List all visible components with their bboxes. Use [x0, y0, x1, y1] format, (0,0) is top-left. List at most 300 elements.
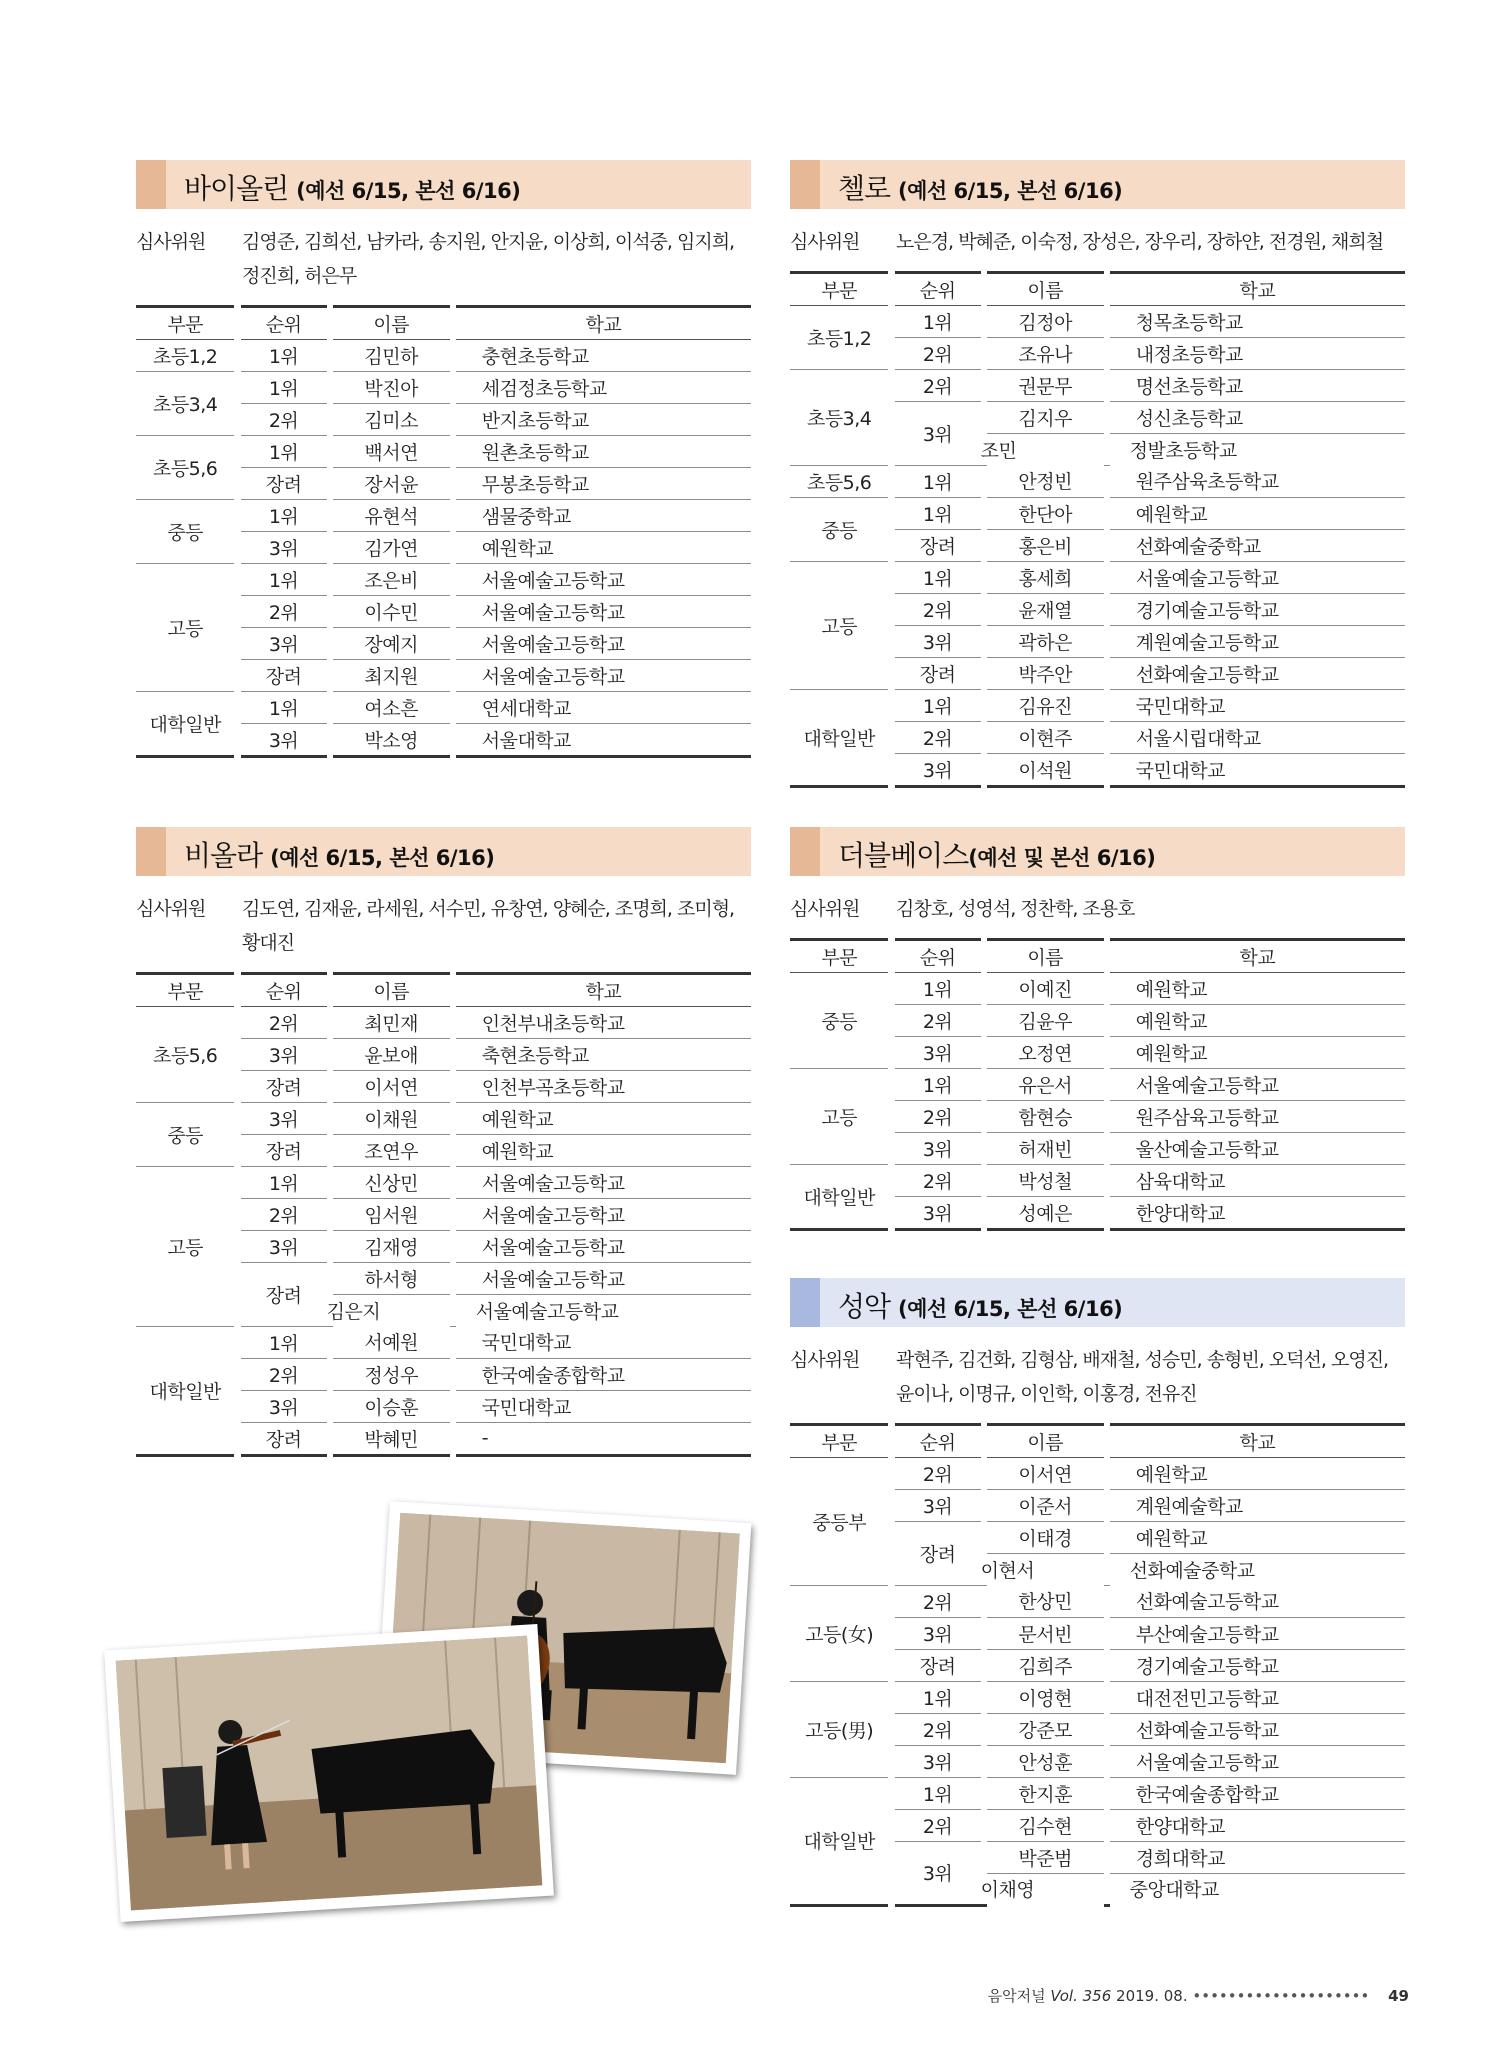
rank-cell: 2위 [241, 404, 327, 436]
school-cell: 세검정초등학교 [456, 372, 751, 404]
judges-list: 김영준, 김희선, 남카라, 송지원, 안지윤, 이상희, 이석중, 임지희, 정진희, 허은무 [242, 231, 735, 287]
rank-cell: 1위 [241, 564, 327, 596]
rank-cell: 2위 [895, 1458, 981, 1490]
rank-cell: 2위 [895, 1713, 981, 1745]
category-cell: 고등(男) [790, 1681, 888, 1777]
school-cell: 선화예술고등학교 [1110, 1585, 1405, 1617]
name-cell: 문서빈 [987, 1617, 1104, 1649]
rank-cell: 2위 [895, 593, 981, 625]
school-cell: 서울예술고등학교 [1110, 561, 1405, 593]
school-cell: 연세대학교 [456, 692, 751, 724]
table-row [136, 1007, 751, 1039]
rank-cell: 1위 [895, 306, 981, 338]
name-cell: 김유진 [987, 689, 1104, 721]
name-cell: 박혜민 [333, 1422, 450, 1455]
name-cell: 허재빈 [987, 1133, 1104, 1165]
name-cell: 서예원 [333, 1326, 450, 1358]
category-cell: 대학일반 [790, 1777, 888, 1906]
school-cell: 한국예술종합학교 [1110, 1777, 1405, 1809]
section-title: 비올라 [184, 839, 263, 872]
name-cell: 최지원 [333, 660, 450, 692]
school-cell: 서울예술고등학교 [450, 1295, 456, 1327]
name-cell: 김지우 [987, 402, 1104, 434]
school-cell: 국민대학교 [456, 1390, 751, 1422]
section-subtitle: (예선 6/15, 본선 6/16) [296, 179, 521, 203]
name-cell: 성예은 [987, 1197, 1104, 1230]
category-cell: 고등(女) [790, 1585, 888, 1681]
rank-cell: 장려 [241, 1071, 327, 1103]
category-cell: 중등 [790, 973, 888, 1069]
school-cell: 예원학교 [1110, 497, 1405, 529]
category-cell: 초등5,6 [790, 465, 888, 497]
name-cell: 한상민 [987, 1585, 1104, 1617]
rank-cell: 장려 [241, 1263, 327, 1327]
header-accent [136, 827, 166, 876]
judges-label: 심사위원 [790, 898, 860, 920]
issue-date: 2019. 08. [1116, 1987, 1188, 2005]
table-row [790, 1777, 1405, 1809]
name-cell: 김수현 [987, 1809, 1104, 1841]
column-header: 학교 [1110, 273, 1405, 306]
results-table [790, 1423, 1405, 1907]
judges-label: 심사위원 [790, 1349, 860, 1371]
judges-label: 심사위원 [790, 231, 860, 253]
category-cell: 초등3,4 [790, 370, 888, 466]
name-cell: 박준범 [987, 1841, 1104, 1873]
rank-cell: 1위 [241, 372, 327, 404]
name-cell: 조은비 [333, 564, 450, 596]
rank-cell: 장려 [895, 529, 981, 561]
name-cell: 이영현 [987, 1681, 1104, 1713]
name-cell: 이현서 [981, 1554, 987, 1586]
rank-cell: 2위 [895, 370, 981, 402]
school-cell: 예원학교 [456, 1135, 751, 1167]
school-cell: 선화예술중학교 [1110, 529, 1405, 561]
name-cell: 유현석 [333, 500, 450, 532]
name-cell: 한지훈 [987, 1777, 1104, 1809]
rank-cell: 3위 [241, 1039, 327, 1071]
table-row [790, 370, 1405, 402]
name-cell: 이승훈 [333, 1390, 450, 1422]
rank-cell: 1위 [241, 436, 327, 468]
category-cell: 중등부 [790, 1458, 888, 1586]
rank-cell: 장려 [895, 1649, 981, 1681]
rank-cell: 3위 [895, 753, 981, 786]
name-cell: 김희주 [987, 1649, 1104, 1681]
judges-list: 노은경, 박혜준, 이숙정, 장성은, 장우리, 장하얀, 전경원, 채희철 [896, 231, 1384, 253]
rank-cell: 2위 [241, 1199, 327, 1231]
judges-list: 곽현주, 김건화, 김형삼, 배재철, 성승민, 송형빈, 오덕선, 오영진, 윤이나, 이명규, 이인학, 이홍경, 전유진 [896, 1349, 1389, 1405]
rank-cell: 장려 [241, 660, 327, 692]
name-cell: 신상민 [333, 1167, 450, 1199]
rank-cell: 2위 [895, 1165, 981, 1197]
category-cell: 초등1,2 [136, 340, 234, 372]
violin-performance-photo [104, 1624, 554, 1922]
section-violin [136, 160, 751, 758]
category-cell: 초등1,2 [790, 306, 888, 370]
name-cell: 김가연 [333, 532, 450, 564]
category-cell: 대학일반 [790, 1165, 888, 1230]
school-cell: 삼육대학교 [1110, 1165, 1405, 1197]
section-header [790, 1278, 1405, 1327]
magazine-name: 음악저널 [987, 1987, 1046, 2005]
category-cell: 대학일반 [136, 692, 234, 757]
table-row [136, 564, 751, 596]
school-cell: 국민대학교 [1110, 753, 1405, 786]
judges-list: 김창호, 성영석, 정찬학, 조용호 [896, 898, 1135, 920]
rank-cell: 2위 [895, 721, 981, 753]
column-header: 이름 [987, 940, 1104, 973]
table-row [790, 689, 1405, 721]
judges-label: 심사위원 [136, 231, 206, 253]
violinist-photo-icon [116, 1636, 542, 1911]
rank-cell: 3위 [241, 1231, 327, 1263]
school-cell: 서울예술고등학교 [456, 596, 751, 628]
dot-leader: •••••••••••••••••••• [1192, 1987, 1370, 2005]
school-cell: 서울예술고등학교 [456, 564, 751, 596]
header-accent [790, 160, 820, 209]
rank-cell: 1위 [895, 689, 981, 721]
section-subtitle: (예선 6/15, 본선 6/16) [270, 846, 495, 870]
name-cell: 조유나 [987, 338, 1104, 370]
rank-cell: 2위 [895, 1585, 981, 1617]
school-cell: 서울예술고등학교 [1110, 1745, 1405, 1777]
school-cell: 서울예술고등학교 [456, 1167, 751, 1199]
school-cell: 계원예술고등학교 [1110, 625, 1405, 657]
table-row [790, 306, 1405, 338]
table-row [136, 1103, 751, 1135]
name-cell: 박소영 [333, 724, 450, 757]
rank-cell: 1위 [241, 500, 327, 532]
name-cell: 윤재열 [987, 593, 1104, 625]
column-header: 부문 [136, 974, 234, 1007]
school-cell: 대전전민고등학교 [1110, 1681, 1405, 1713]
name-cell: 안성훈 [987, 1745, 1104, 1777]
school-cell: 한국예술종합학교 [456, 1358, 751, 1390]
header-accent [790, 827, 820, 876]
column-header: 이름 [333, 974, 450, 1007]
school-cell: 원주삼육고등학교 [1110, 1101, 1405, 1133]
school-cell: 반지초등학교 [456, 404, 751, 436]
name-cell: 김윤우 [987, 1005, 1104, 1037]
rank-cell: 장려 [895, 1522, 981, 1586]
name-cell: 한단아 [987, 497, 1104, 529]
category-cell: 고등 [136, 1167, 234, 1327]
judges-block [790, 225, 1405, 259]
name-cell: 곽하은 [987, 625, 1104, 657]
section-subtitle: (예선 6/15, 본선 6/16) [898, 179, 1123, 203]
rank-cell: 2위 [895, 1101, 981, 1133]
section-title: 더블베이스 [838, 839, 969, 872]
name-cell: 김민하 [333, 340, 450, 372]
name-cell: 김정아 [987, 306, 1104, 338]
judges-list: 김도연, 김재윤, 라세원, 서수민, 유창연, 양혜순, 조명희, 조미형, 황대진 [242, 898, 735, 954]
school-cell: 예원학교 [1110, 973, 1405, 1005]
name-cell: 박주안 [987, 657, 1104, 689]
column-header: 순위 [895, 1425, 981, 1458]
column-header: 부문 [136, 307, 234, 340]
rank-cell: 1위 [895, 465, 981, 497]
rank-cell: 2위 [241, 596, 327, 628]
table-row [790, 497, 1405, 529]
table-row [790, 561, 1405, 593]
column-header: 순위 [241, 307, 327, 340]
name-cell: 이서연 [333, 1071, 450, 1103]
rank-cell: 1위 [895, 1069, 981, 1101]
name-cell: 윤보애 [333, 1039, 450, 1071]
rank-cell: 장려 [241, 468, 327, 500]
table-row [790, 1681, 1405, 1713]
name-cell: 강준모 [987, 1713, 1104, 1745]
rank-cell: 3위 [895, 1490, 981, 1522]
results-table [790, 271, 1405, 788]
section-title: 바이올린 [184, 172, 289, 205]
table-row [790, 1165, 1405, 1197]
column-header: 순위 [895, 273, 981, 306]
table-row [136, 692, 751, 724]
judges-label: 심사위원 [136, 898, 206, 920]
school-cell: 원주삼육초등학교 [1110, 465, 1405, 497]
school-cell: 선화예술고등학교 [1110, 657, 1405, 689]
section-vocal [790, 1278, 1405, 1907]
table-row [136, 1326, 751, 1358]
name-cell: 오정연 [987, 1037, 1104, 1069]
category-cell: 초등3,4 [136, 372, 234, 436]
school-cell: 서울예술고등학교 [456, 628, 751, 660]
section-header [136, 160, 751, 209]
school-cell: 국민대학교 [456, 1326, 751, 1358]
table-row [790, 1458, 1405, 1490]
name-cell: 백서연 [333, 436, 450, 468]
rank-cell: 3위 [241, 724, 327, 757]
column-header: 이름 [333, 307, 450, 340]
column-header: 순위 [895, 940, 981, 973]
name-cell: 조민 [981, 434, 987, 466]
name-cell: 여소흔 [333, 692, 450, 724]
school-cell: 예원학교 [456, 532, 751, 564]
table-row [790, 973, 1405, 1005]
school-cell: 부산예술고등학교 [1110, 1617, 1405, 1649]
section-cello [790, 160, 1405, 788]
table-row [790, 465, 1405, 497]
rank-cell: 1위 [895, 1681, 981, 1713]
name-cell: 박성철 [987, 1165, 1104, 1197]
school-cell: 명선초등학교 [1110, 370, 1405, 402]
school-cell: 예원학교 [1110, 1005, 1405, 1037]
name-cell: 김은지 [327, 1295, 333, 1327]
rank-cell: 3위 [895, 1133, 981, 1165]
name-cell: 박진아 [333, 372, 450, 404]
column-header: 부문 [790, 940, 888, 973]
rank-cell: 1위 [241, 1167, 327, 1199]
name-cell: 김미소 [333, 404, 450, 436]
school-cell: 경희대학교 [1110, 1841, 1405, 1873]
results-table [136, 305, 751, 758]
rank-cell: 장려 [241, 1422, 327, 1455]
rank-cell: 장려 [241, 1135, 327, 1167]
name-cell: 유은서 [987, 1069, 1104, 1101]
school-cell: 서울예술고등학교 [456, 1263, 751, 1295]
section-header [790, 827, 1405, 876]
rank-cell: 1위 [241, 1326, 327, 1358]
rank-cell: 3위 [895, 625, 981, 657]
school-cell: 내정초등학교 [1110, 338, 1405, 370]
category-cell: 고등 [790, 561, 888, 689]
school-cell: 축현초등학교 [456, 1039, 751, 1071]
table-row [136, 436, 751, 468]
rank-cell: 1위 [241, 692, 327, 724]
column-header: 이름 [987, 1425, 1104, 1458]
rank-cell: 1위 [241, 340, 327, 372]
name-cell: 조연우 [333, 1135, 450, 1167]
rank-cell: 1위 [895, 561, 981, 593]
name-cell: 임서원 [333, 1199, 450, 1231]
rank-cell: 1위 [895, 973, 981, 1005]
section-title: 첼로 [838, 172, 891, 205]
school-cell: 경기예술고등학교 [1110, 593, 1405, 625]
name-cell: 이준서 [987, 1490, 1104, 1522]
header-accent [790, 1278, 820, 1327]
name-cell: 장서윤 [333, 468, 450, 500]
table-row [136, 372, 751, 404]
page-number: 49 [1388, 1987, 1409, 2005]
rank-cell: 3위 [895, 1037, 981, 1069]
column-header: 부문 [790, 273, 888, 306]
category-cell: 중등 [790, 497, 888, 561]
rank-cell: 장려 [895, 657, 981, 689]
rank-cell: 2위 [895, 1809, 981, 1841]
school-cell: 울산예술고등학교 [1110, 1133, 1405, 1165]
table-row [790, 1069, 1405, 1101]
category-cell: 대학일반 [136, 1326, 234, 1455]
name-cell: 홍세희 [987, 561, 1104, 593]
name-cell: 장예지 [333, 628, 450, 660]
name-cell: 이서연 [987, 1458, 1104, 1490]
judges-block [790, 1343, 1405, 1411]
school-cell: 청목초등학교 [1110, 306, 1405, 338]
school-cell: 샘물중학교 [456, 500, 751, 532]
column-header: 순위 [241, 974, 327, 1007]
name-cell: 권문무 [987, 370, 1104, 402]
name-cell: 이수민 [333, 596, 450, 628]
rank-cell: 3위 [241, 628, 327, 660]
category-cell: 고등 [790, 1069, 888, 1165]
rank-cell: 3위 [895, 1841, 981, 1906]
section-title: 성악 [838, 1290, 891, 1323]
category-cell: 대학일반 [790, 689, 888, 786]
section-header [790, 160, 1405, 209]
rank-cell: 3위 [241, 1103, 327, 1135]
header-accent [136, 160, 166, 209]
section-viola [136, 827, 751, 1457]
school-cell: 서울대학교 [456, 724, 751, 757]
school-cell: 선화예술고등학교 [1110, 1713, 1405, 1745]
column-header: 학교 [456, 974, 751, 1007]
rank-cell: 3위 [895, 1197, 981, 1230]
rank-cell: 2위 [895, 338, 981, 370]
column-header: 부문 [790, 1425, 888, 1458]
column-header: 학교 [1110, 1425, 1405, 1458]
rank-cell: 3위 [895, 402, 981, 466]
school-cell: 예원학교 [1110, 1037, 1405, 1069]
column-header: 학교 [456, 307, 751, 340]
name-cell: 이예진 [987, 973, 1104, 1005]
judges-block [136, 892, 751, 960]
name-cell: 함현승 [987, 1101, 1104, 1133]
name-cell: 정성우 [333, 1358, 450, 1390]
category-cell: 중등 [136, 500, 234, 564]
rank-cell: 1위 [895, 1777, 981, 1809]
name-cell: 이태경 [987, 1522, 1104, 1554]
judges-block [136, 225, 751, 293]
name-cell: 이채원 [333, 1103, 450, 1135]
name-cell: 안정빈 [987, 465, 1104, 497]
results-table [790, 938, 1405, 1231]
rank-cell: 2위 [895, 1005, 981, 1037]
name-cell: 이석원 [987, 753, 1104, 786]
section-subtitle: (예선 및 본선 6/16) [968, 846, 1156, 870]
name-cell: 이채영 [981, 1873, 987, 1906]
school-cell: 한양대학교 [1110, 1809, 1405, 1841]
school-cell: 원촌초등학교 [456, 436, 751, 468]
school-cell: 인천부곡초등학교 [456, 1071, 751, 1103]
school-cell: 예원학교 [1110, 1522, 1405, 1554]
table-row [136, 1167, 751, 1199]
name-cell: 김재영 [333, 1231, 450, 1263]
category-cell: 초등5,6 [136, 436, 234, 500]
rank-cell: 3위 [895, 1617, 981, 1649]
column-header: 이름 [987, 273, 1104, 306]
school-cell: 경기예술고등학교 [1110, 1649, 1405, 1681]
name-cell: 최민재 [333, 1007, 450, 1039]
school-cell: 서울예술고등학교 [456, 1199, 751, 1231]
school-cell: 충현초등학교 [456, 340, 751, 372]
school-cell: 서울예술고등학교 [1110, 1069, 1405, 1101]
results-table [136, 972, 751, 1457]
school-cell: 성신초등학교 [1110, 402, 1405, 434]
column-header: 학교 [1110, 940, 1405, 973]
school-cell: 한양대학교 [1110, 1197, 1405, 1230]
school-cell: 예원학교 [456, 1103, 751, 1135]
school-cell: 중앙대학교 [1104, 1873, 1110, 1906]
category-cell: 고등 [136, 564, 234, 692]
school-cell: 선화예술중학교 [1104, 1554, 1110, 1586]
name-cell: 이현주 [987, 721, 1104, 753]
school-cell: 국민대학교 [1110, 689, 1405, 721]
category-cell: 초등5,6 [136, 1007, 234, 1103]
name-cell: 홍은비 [987, 529, 1104, 561]
school-cell: 인천부내초등학교 [456, 1007, 751, 1039]
name-cell: 하서형 [333, 1263, 450, 1295]
school-cell: 예원학교 [1110, 1458, 1405, 1490]
volume: Vol. 356 [1050, 1987, 1112, 2005]
section-subtitle: (예선 6/15, 본선 6/16) [898, 1297, 1123, 1321]
school-cell: 서울시립대학교 [1110, 721, 1405, 753]
page-footer [988, 1985, 1409, 2006]
school-cell: 계원예술학교 [1110, 1490, 1405, 1522]
rank-cell: 3위 [241, 1390, 327, 1422]
category-cell: 중등 [136, 1103, 234, 1167]
judges-block [790, 892, 1405, 926]
rank-cell: 3위 [241, 532, 327, 564]
table-row [136, 340, 751, 372]
rank-cell: 1위 [895, 497, 981, 529]
rank-cell: 2위 [241, 1358, 327, 1390]
school-cell: 정발초등학교 [1104, 434, 1110, 466]
table-row [136, 500, 751, 532]
section-header [136, 827, 751, 876]
section-double-bass [790, 827, 1405, 1231]
